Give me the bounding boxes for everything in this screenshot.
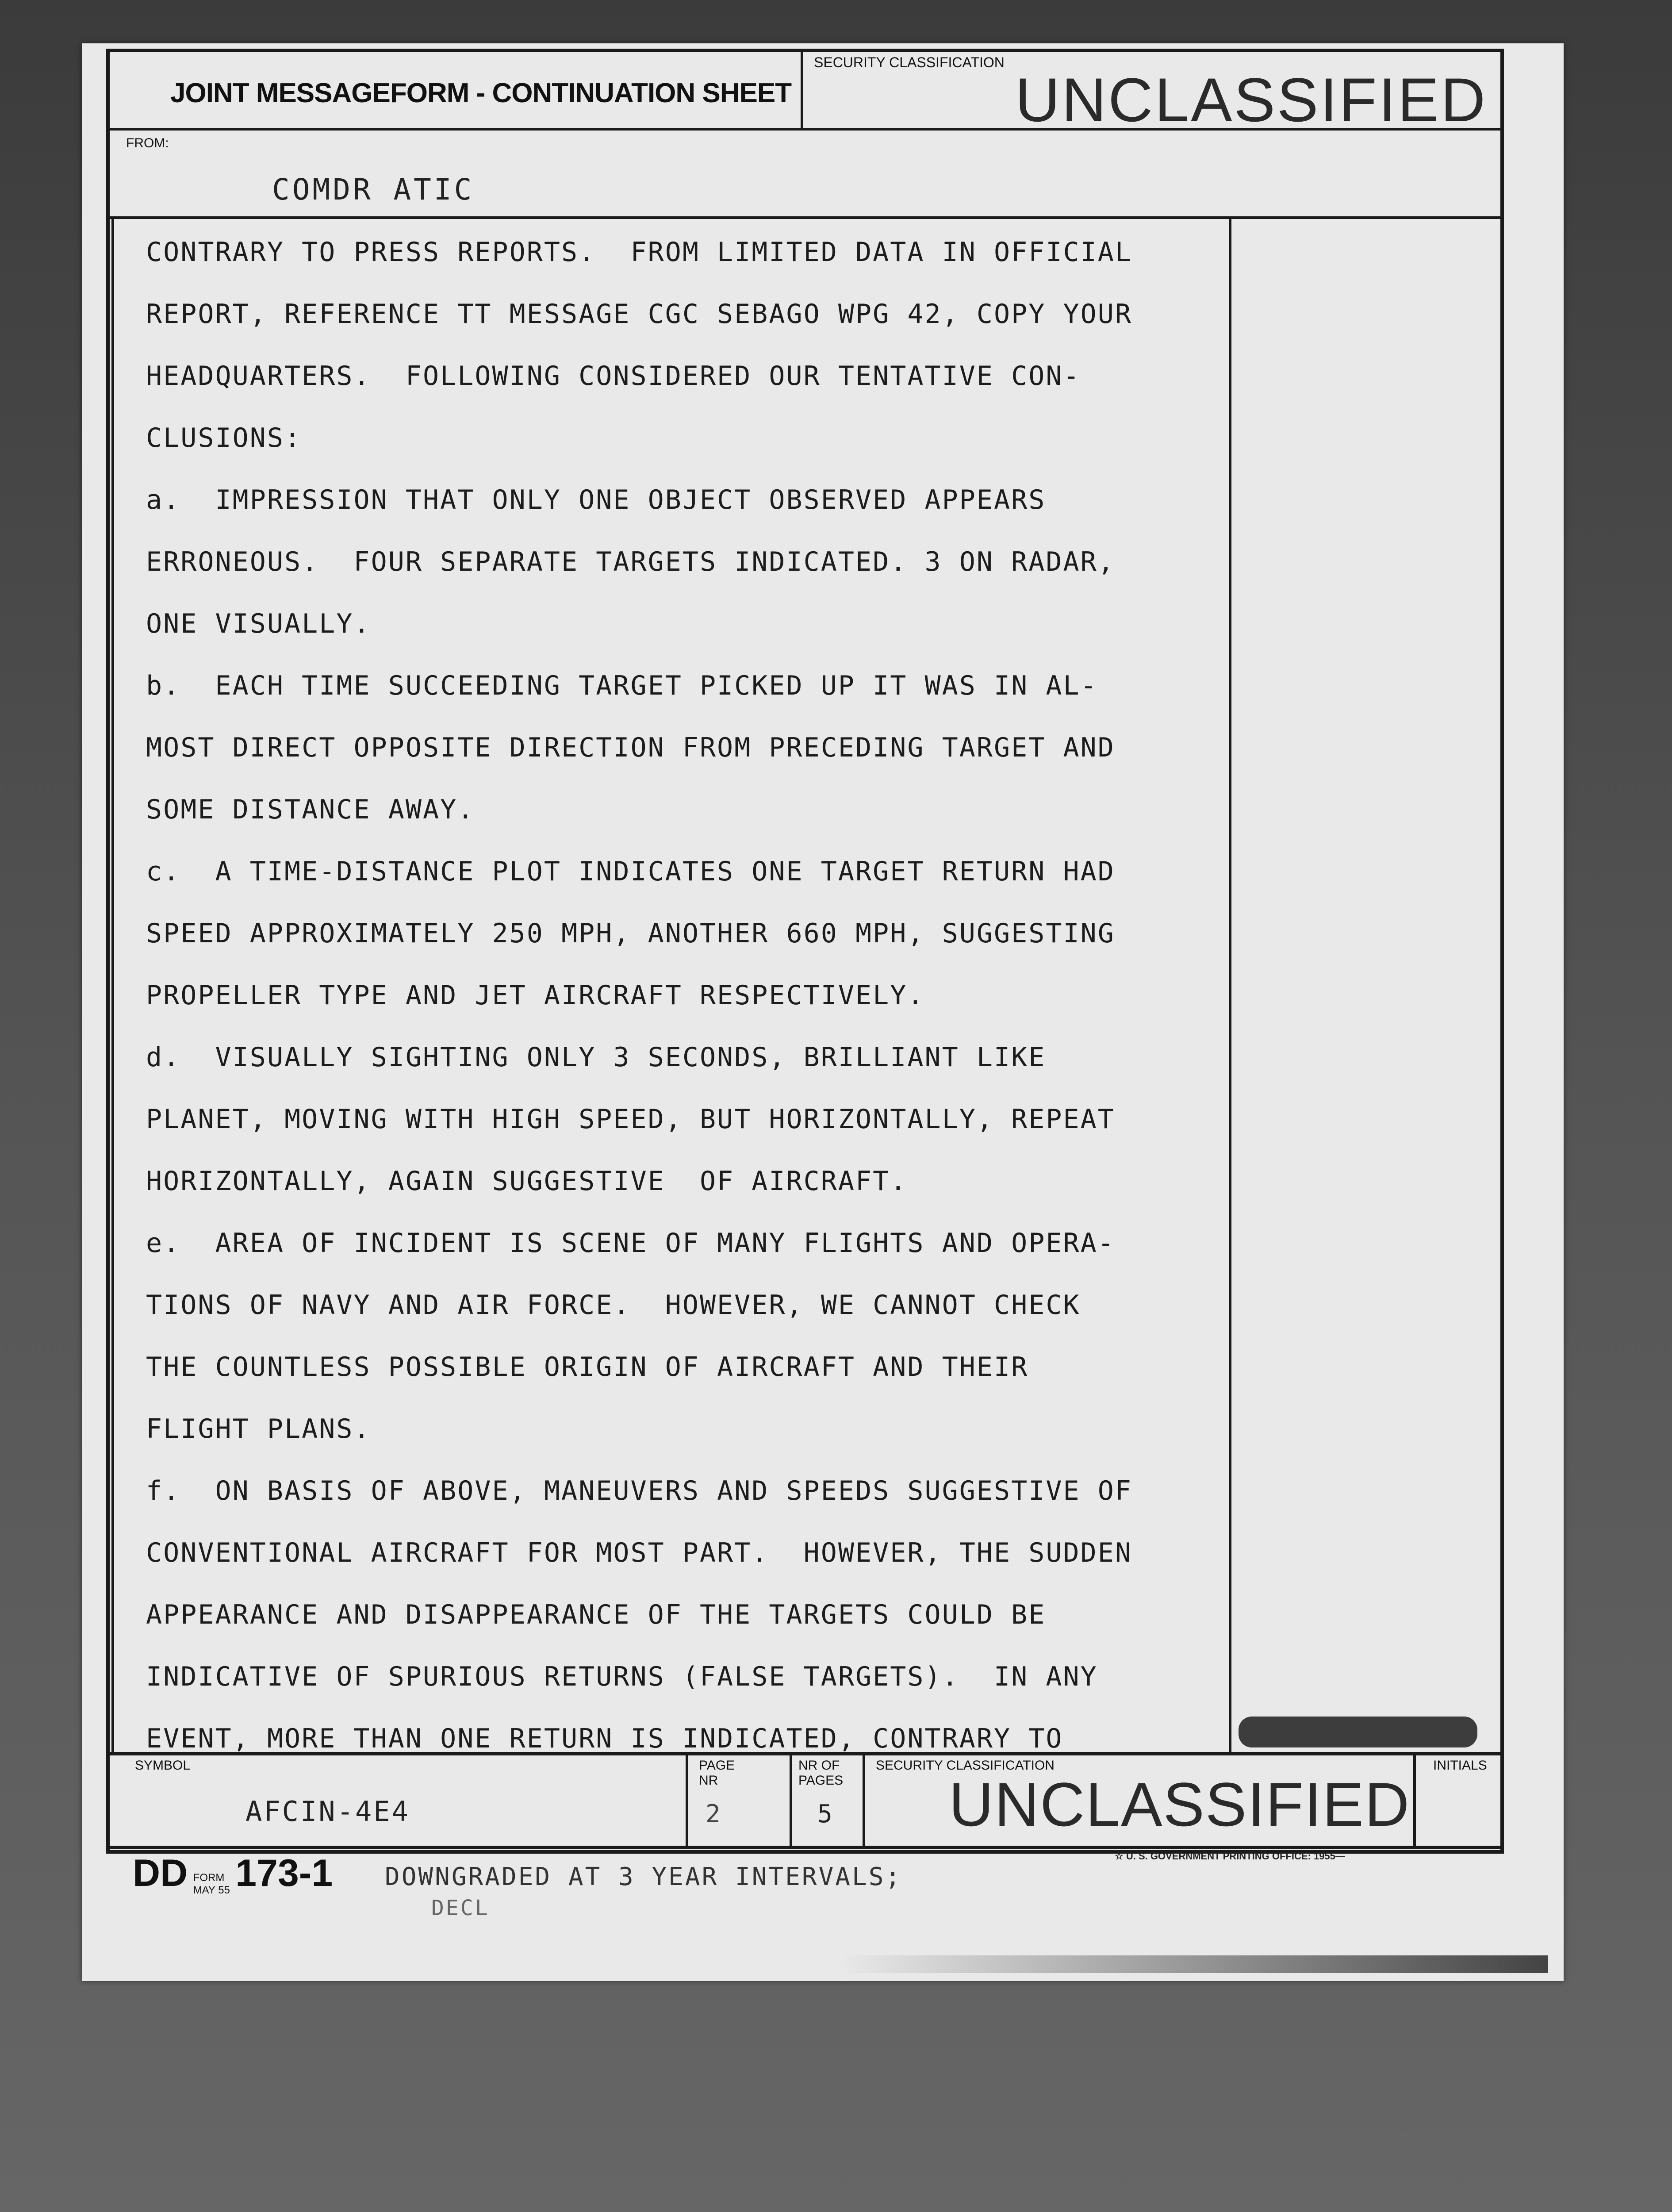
downgrade-stamp: DOWNGRADED AT 3 YEAR INTERVALS;	[385, 1863, 902, 1891]
form-code	[133, 1851, 333, 1897]
message-line: HORIZONTALLY, AGAIN SUGGESTIVE OF AIRCRAFT.	[146, 1166, 908, 1197]
from-row	[108, 131, 1502, 219]
form-code-date: MAY 55	[193, 1884, 230, 1896]
page-nr-label: PAGE NR	[699, 1758, 735, 1788]
message-body	[146, 230, 1225, 1778]
form-code-number: 173-1	[235, 1852, 333, 1894]
footer-divider	[686, 1755, 688, 1846]
from-value: COMDR ATIC	[272, 173, 475, 207]
gpo-imprint: ☆ U. S. GOVERNMENT PRINTING OFFICE: 1955—	[1115, 1851, 1345, 1862]
form-header	[108, 51, 1502, 134]
message-line: SPEED APPROXIMATELY 250 MPH, ANOTHER 660 MPH, SUGGESTING	[146, 918, 1115, 949]
message-line: TIONS OF NAVY AND AIR FORCE. HOWEVER, WE CANNOT CHECK	[146, 1290, 1081, 1321]
footer-divider	[863, 1755, 865, 1846]
message-line: PLANET, MOVING WITH HIGH SPEED, BUT HORIZONTALLY, REPEAT	[146, 1104, 1115, 1135]
from-label: FROM:	[126, 136, 169, 150]
security-classification-label: SECURITY CLASSIFICATION	[814, 54, 1005, 70]
message-line: b. EACH TIME SUCCEEDING TARGET PICKED UP IT WAS IN AL-	[146, 670, 1098, 701]
message-line: EVENT, MORE THAN ONE RETURN IS INDICATED, CONTRARY TO	[146, 1723, 1063, 1754]
symbol-value: AFCIN-4E4	[245, 1795, 410, 1828]
message-line: CONVENTIONAL AIRCRAFT FOR MOST PART. HOWEVER, THE SUDDEN	[146, 1537, 1133, 1568]
message-line: e. AREA OF INCIDENT IS SCENE OF MANY FLIGHTS AND OPERA-	[146, 1228, 1115, 1259]
declassification-stamp: DECL	[431, 1896, 490, 1920]
message-line: INDICATIVE OF SPURIOUS RETURNS (FALSE TARGETS). IN ANY	[146, 1661, 1098, 1692]
message-line: f. ON BASIS OF ABOVE, MANEUVERS AND SPEEDS SUGGESTIVE OF	[146, 1475, 1133, 1506]
form-code-dd: DD	[133, 1852, 188, 1894]
message-line: APPEARANCE AND DISAPPEARANCE OF THE TARGETS COULD BE	[146, 1599, 1046, 1630]
initials-label: INITIALS	[1433, 1758, 1487, 1773]
page-nr-value: 2	[706, 1800, 721, 1828]
message-line: a. IMPRESSION THAT ONLY ONE OBJECT OBSERVED APPEARS	[146, 484, 1046, 515]
message-line: REPORT, REFERENCE TT MESSAGE CGC SEBAGO WPG 42, COPY YOUR	[146, 299, 1133, 330]
message-line: PROPELLER TYPE AND JET AIRCRAFT RESPECTIVELY.	[146, 980, 925, 1011]
body-left-border	[111, 219, 114, 1754]
symbol-label: SYMBOL	[135, 1758, 191, 1773]
message-line: d. VISUALLY SIGHTING ONLY 3 SECONDS, BRILLIANT LIKE	[146, 1042, 1046, 1073]
message-line: c. A TIME-DISTANCE PLOT INDICATES ONE TARGET RETURN HAD	[146, 856, 1115, 887]
message-line: THE COUNTLESS POSSIBLE ORIGIN OF AIRCRAFT AND THEIR	[146, 1352, 1029, 1382]
message-line: CONTRARY TO PRESS REPORTS. FROM LIMITED DATA IN OFFICIAL	[146, 237, 1133, 268]
message-line: SOME DISTANCE AWAY.	[146, 794, 475, 825]
security-classification-stamp: UNCLASSIFIED	[949, 1770, 1411, 1839]
form-code-form-label: FORM	[193, 1871, 225, 1884]
message-line: CLUSIONS:	[146, 422, 302, 453]
header-divider	[801, 51, 803, 131]
security-classification-stamp: UNCLASSIFIED	[1015, 65, 1488, 134]
message-line: HEADQUARTERS. FOLLOWING CONSIDERED OUR TENTATIVE CON-	[146, 361, 1081, 392]
body-right-border	[1229, 219, 1231, 1754]
message-line: FLIGHT PLANS.	[146, 1413, 371, 1444]
scan-edge-shadow	[840, 1955, 1548, 1973]
nr-of-pages-label: NR OF PAGES	[798, 1758, 844, 1788]
message-line: ONE VISUALLY.	[146, 608, 371, 639]
message-line: MOST DIRECT OPPOSITE DIRECTION FROM PRECEDING TARGET AND	[146, 732, 1115, 763]
message-line: ERRONEOUS. FOUR SEPARATE TARGETS INDICATED. 3 ON RADAR,	[146, 546, 1115, 577]
form-title: JOINT MESSAGEFORM - CONTINUATION SHEET	[170, 78, 792, 108]
security-classification-label: SECURITY CLASSIFICATION	[876, 1758, 1055, 1773]
footer-divider	[1413, 1755, 1416, 1846]
form-footer	[108, 1752, 1502, 1849]
nr-of-pages-value: 5	[817, 1800, 832, 1828]
footer-divider	[790, 1755, 792, 1846]
